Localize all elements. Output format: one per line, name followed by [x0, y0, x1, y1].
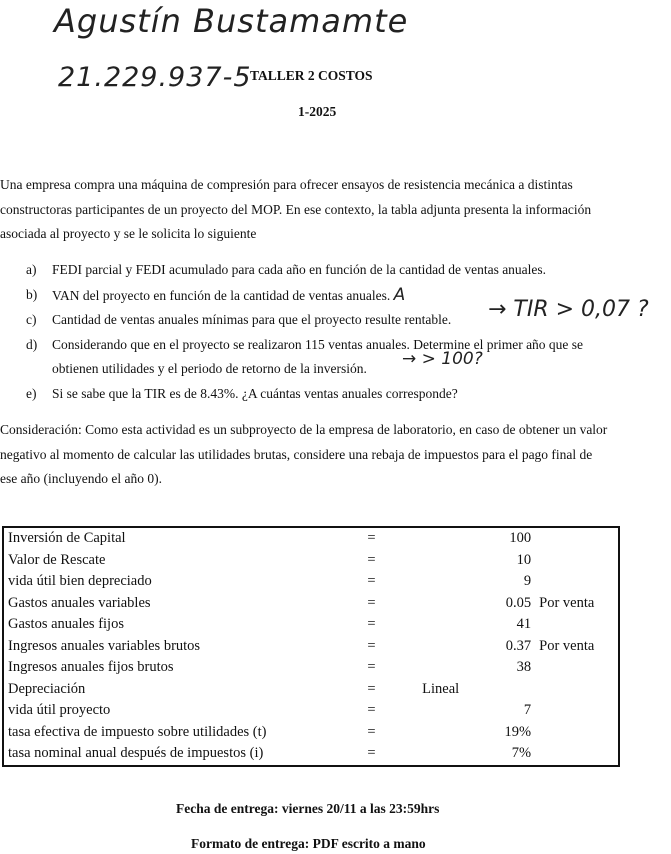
intro-paragraph: [0, 173, 664, 247]
table-row: [3, 614, 619, 636]
param-label: tasa nominal anual después de impuestos (i): [8, 745, 264, 761]
table-row: [3, 550, 619, 572]
param-label: Gastos anuales variables: [8, 594, 151, 611]
param-unit: [535, 679, 619, 701]
intro-line: asociada al proyecto y se le solicita lo siguiente: [0, 226, 257, 241]
param-value: 9: [523, 573, 532, 589]
consideration-line: ese año (incluyendo el año 0).: [0, 471, 162, 486]
question-text: Cantidad de ventas anuales mínimas para que el proyecto resulte rentable.: [52, 312, 452, 327]
param-unit: [535, 614, 619, 636]
param-equals: =: [367, 551, 376, 568]
consideration-line: Consideración: Como esta actividad es un subproyecto de la empresa de laboratorio, en caso de obtener un valor: [0, 422, 608, 437]
param-value: 19%: [504, 723, 532, 740]
param-value: 10: [516, 551, 532, 568]
param-unit: Por venta: [539, 637, 595, 654]
question-text: Si se sabe que la TIR es de 8.43%. ¿A cuántas ventas anuales corresponde?: [52, 385, 458, 401]
param-equals: =: [367, 723, 376, 740]
question-text: Considerando que en el proyecto se realizaron 115 ventas anuales. Determine el primer año que se: [52, 336, 584, 352]
table-row: [3, 636, 619, 658]
param-equals: =: [367, 659, 376, 675]
param-equals: =: [367, 745, 376, 761]
table-row: [3, 700, 619, 722]
param-equals: =: [367, 702, 376, 718]
param-label: tasa efectiva de impuesto sobre utilidades (t): [8, 723, 267, 740]
param-value: 41: [516, 616, 532, 632]
param-label: Ingresos anuales fijos brutos: [8, 659, 174, 675]
param-value: 0.37: [505, 637, 532, 654]
question-text: obtienen utilidades y el periodo de retorno de la inversión.: [52, 361, 367, 376]
handwritten-note-d: → > 100?: [402, 349, 483, 369]
param-value: 38: [516, 659, 532, 675]
question-text: FEDI parcial y FEDI acumulado para cada año en función de la cantidad de ventas anuales.: [52, 262, 547, 277]
question-marker: c): [26, 312, 37, 327]
question-list: [26, 258, 666, 406]
document-semester: 1-2025: [298, 104, 337, 119]
param-equals: =: [367, 680, 376, 697]
document-title: TALLER 2 COSTOS: [250, 68, 373, 83]
param-label: Ingresos anuales variables brutos: [8, 637, 201, 654]
param-equals: =: [367, 573, 376, 589]
question-marker: e): [26, 385, 37, 401]
question-item: [26, 258, 666, 283]
question-item: [26, 333, 666, 382]
table-row: [3, 593, 619, 615]
table-row: [3, 743, 619, 766]
param-value: 0.05: [505, 594, 532, 611]
param-value: Lineal: [422, 680, 460, 697]
question-marker: b): [26, 286, 38, 302]
table-row: [3, 571, 619, 593]
param-unit: Por venta: [539, 594, 595, 611]
param-unit: [535, 700, 619, 722]
param-label: Inversión de Capital: [8, 530, 126, 546]
intro-line: constructoras participantes de un proyecto del MOP. En ese contexto, la tabla adjunta presenta la información: [0, 201, 592, 217]
param-value: 7%: [511, 745, 532, 761]
consideration-paragraph: [0, 418, 664, 492]
param-unit: [535, 657, 619, 679]
question-marker: d): [26, 336, 38, 352]
intro-line: Una empresa compra una máquina de compresión para ofrecer ensayos de resistencia mecánica a distintas: [0, 177, 573, 192]
question-marker: a): [26, 262, 37, 277]
param-unit: [535, 743, 619, 766]
handwritten-rut: 21.229.937-5: [58, 62, 252, 93]
param-label: Gastos anuales fijos: [8, 616, 124, 632]
question-text: VAN del proyecto en función de la cantidad de ventas anuales.: [52, 287, 391, 303]
table-row: [3, 657, 619, 679]
param-label: Depreciación: [8, 680, 86, 697]
table-row: [3, 722, 619, 744]
submission-format: Formato de entrega: PDF escrito a mano: [191, 836, 426, 851]
param-equals: =: [367, 616, 376, 632]
param-value: 7: [523, 702, 532, 718]
handwritten-mark-b: A: [393, 284, 406, 305]
table-row: [3, 679, 619, 701]
parameters-table: [2, 526, 620, 767]
param-value: 100: [509, 530, 532, 546]
param-unit: [535, 550, 619, 572]
param-equals: =: [367, 637, 376, 654]
param-unit: [535, 527, 619, 550]
handwritten-name: Agustín Bustamamte: [54, 2, 409, 40]
due-date: Fecha de entrega: viernes 20/11 a las 23:59hrs: [176, 801, 440, 816]
consideration-line: negativo al momento de calcular las utilidades brutas, considere una rebaja de impuestos para el pago final de: [0, 446, 593, 462]
param-equals: =: [367, 594, 376, 611]
param-label: Valor de Rescate: [8, 551, 106, 568]
handwritten-note-c: → TIR > 0,07 ?: [488, 297, 649, 322]
param-label: vida útil bien depreciado: [8, 573, 152, 589]
table-row: [3, 527, 619, 550]
param-unit: [535, 722, 619, 744]
param-label: vida útil proyecto: [8, 702, 111, 718]
question-item: [26, 382, 666, 407]
param-equals: =: [367, 530, 376, 546]
param-unit: [535, 571, 619, 593]
